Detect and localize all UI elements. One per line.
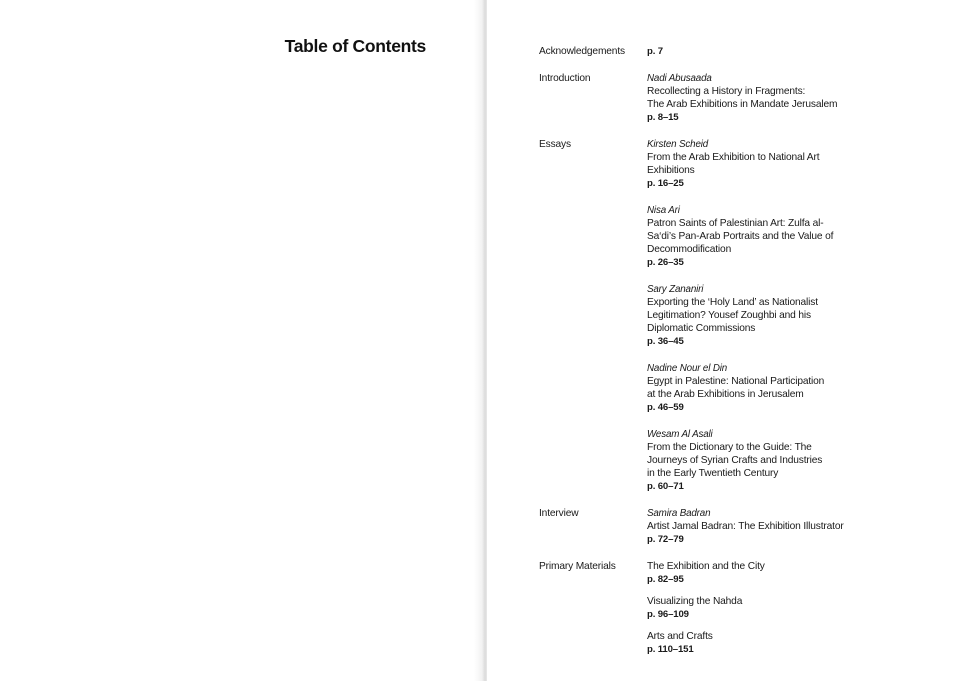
section-label: Introduction <box>539 73 591 84</box>
toc-entry[interactable] <box>647 595 869 621</box>
toc-entry[interactable] <box>647 283 869 348</box>
toc-entry[interactable] <box>647 630 869 656</box>
toc-section <box>539 72 869 124</box>
section-entries <box>647 507 869 546</box>
entry-title-line: in the Early Twentieth Century <box>647 468 779 479</box>
entry-title-line: Egypt in Palestine: National Participation <box>647 376 825 387</box>
section-label: Essays <box>539 139 571 150</box>
entry-page-range: p. 36–45 <box>647 336 684 347</box>
toc-entry[interactable] <box>647 204 869 269</box>
entry-title-line: From the Dictionary to the Guide: The <box>647 442 812 453</box>
entry-page-range: p. 60–71 <box>647 481 684 492</box>
toc-entry[interactable] <box>647 428 869 493</box>
left-page <box>0 0 482 681</box>
entry-title-line: Legitimation? Yousef Zoughbi and his <box>647 310 811 321</box>
toc-section <box>539 138 869 493</box>
toc-entry[interactable] <box>647 72 869 124</box>
entry-title-line: Arts and Crafts <box>647 631 713 642</box>
section-entries <box>647 45 869 58</box>
toc-section <box>539 507 869 546</box>
section-label: Interview <box>539 508 579 519</box>
entry-title-line: Diplomatic Commissions <box>647 323 756 334</box>
section-label: Primary Materials <box>539 561 616 572</box>
entry-title-line: The Exhibition and the City <box>647 561 765 572</box>
entry-page-range: p. 110–151 <box>647 644 694 655</box>
entry-title-line: Artist Jamal Badran: The Exhibition Illustrator <box>647 521 844 532</box>
entry-title-line: From the Arab Exhibition to National Art <box>647 152 820 163</box>
entry-author: Sary Zananiri <box>647 284 704 295</box>
entry-author: Nisa Ari <box>647 205 680 216</box>
entry-title-line: Visualizing the Nahda <box>647 596 743 607</box>
section-entries <box>647 560 869 656</box>
entry-author: Kirsten Scheid <box>647 139 709 150</box>
entry-title-line: Sa‘di’s Pan-Arab Portraits and the Value of <box>647 231 834 242</box>
entry-title-line: Recollecting a History in Fragments: <box>647 86 806 97</box>
entry-title-line: Journeys of Syrian Crafts and Industries <box>647 455 823 466</box>
entry-author: Wesam Al Asali <box>647 429 713 440</box>
entry-title-line: Decommodification <box>647 244 732 255</box>
entry-author: Nadine Nour el Din <box>647 363 728 374</box>
toc-entry[interactable] <box>647 507 869 546</box>
entry-page-range: p. 16–25 <box>647 178 684 189</box>
entry-author: Nadi Abusaada <box>647 73 712 84</box>
entry-title-line: at the Arab Exhibitions in Jerusalem <box>647 389 804 400</box>
toc-entry[interactable] <box>647 560 869 586</box>
toc-entry[interactable] <box>647 45 869 58</box>
entry-page-range: p. 82–95 <box>647 574 684 585</box>
toc-section <box>539 560 869 656</box>
entry-title-line: Patron Saints of Palestinian Art: Zulfa al- <box>647 218 824 229</box>
toc-entry[interactable] <box>647 138 869 190</box>
section-entries <box>647 72 869 124</box>
toc-section <box>539 45 869 58</box>
entry-page-range: p. 7 <box>647 46 663 57</box>
section-entries <box>647 138 869 493</box>
entry-title-line: Exhibitions <box>647 165 695 176</box>
entry-page-range: p. 8–15 <box>647 112 679 123</box>
entry-page-range: p. 72–79 <box>647 534 684 545</box>
section-label: Acknowledgements <box>539 46 625 57</box>
entry-title-line: Exporting the ‘Holy Land’ as Nationalist <box>647 297 818 308</box>
entry-page-range: p. 26–35 <box>647 257 684 268</box>
entry-author: Samira Badran <box>647 508 711 519</box>
toc-entry[interactable] <box>647 362 869 414</box>
entry-title-line: The Arab Exhibitions in Mandate Jerusalem <box>647 99 838 110</box>
entry-page-range: p. 46–59 <box>647 402 684 413</box>
toc-list <box>539 45 869 670</box>
entry-page-range: p. 96–109 <box>647 609 689 620</box>
page-title: Table of Contents <box>284 36 426 56</box>
